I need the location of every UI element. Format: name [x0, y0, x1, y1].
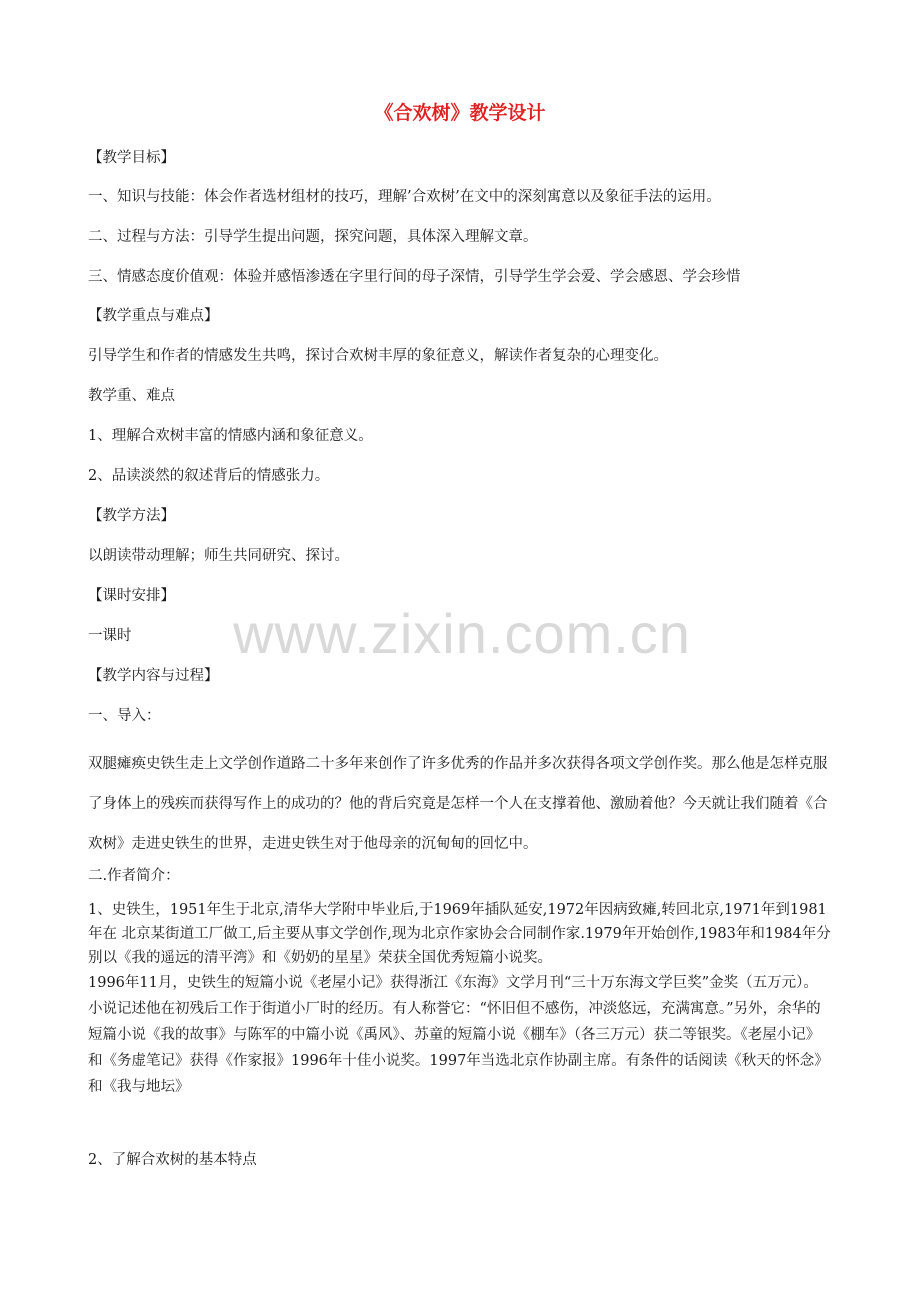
document-title: 《合欢树》教学设计 — [374, 102, 546, 124]
key-point-2: 2、品读淡然的叙述背后的情感张力。 — [88, 468, 330, 484]
section-heading-key-points: 【教学重点与难点】 — [88, 308, 219, 324]
method-text: 以朗读带动理解；师生共同研究、探讨。 — [88, 548, 349, 564]
section-heading-content: 【教学内容与过程】 — [88, 668, 219, 684]
intro-paragraph: 双腿瘫痪史铁生走上文学创作道路二十多年来创作了许多优秀的作品并多次获得各项文学创作奖。那么他是怎样克服了身体上的残疾而获得写作上的成功的？他的背后究竟是怎样一个人在支撑着他、激励着他？今天就让我们随着《合欢树》走进史铁生的世界，走进史铁生对于他母亲的沉甸甸的回忆中。 — [88, 756, 828, 852]
author-paragraph-1: 1、史铁生，1951年生于北京,清华大学附中毕业后,于1969年插队延安,1972年因病致瘫,转回北京,1971年到1981年在 北京某街道工厂做工,后主要从事文学创作,现为北京作家协会合同制作家.1979年开始创作,1983年和1984年分别以《我的遥远的清平湾》和《奶奶的星星》荣获全国优秀短篇小说奖。 — [88, 902, 831, 966]
intro-heading: 一、导入： — [88, 708, 161, 724]
key-points-subheading: 教学重、难点 — [88, 388, 175, 404]
key-point-1: 1、理解合欢树丰富的情感内涵和象征意义。 — [88, 428, 373, 444]
author-paragraph-2: 1996年11月，史铁生的短篇小说《老屋小记》获得浙江《东海》文学月刊“三十万东海文学巨奖”金奖（五万元）。小说记述他在初残后工作于街道小厂时的经历。有人称誉它：“怀旧但不感伤，冲淡悠远，充满寓意。”另外，余华的短篇小说《我的故事》与陈军的中篇小说《禹风》、苏童的短篇小说《棚车》（各三万元）获二等银奖。《老屋小记》和《务虚笔记》获得《作家报》1996年十佳小说奖。1997年当选北京作协副主席。有条件的话阅读《秋天的怀念》和《我与地坛》 — [88, 975, 829, 1095]
key-points-text: 引导学生和作者的情感发生共鸣，探讨合欢树丰厚的象征意义，解读作者复杂的心理变化。 — [88, 348, 668, 364]
goal-knowledge: 一、知识与技能：体会作者选材组材的技巧，理解’合欢树’在文中的深刻寓意以及象征手法的运用。 — [88, 189, 721, 205]
watermark: www.zixin.com.cn — [233, 602, 691, 665]
section-heading-method: 【教学方法】 — [88, 508, 175, 524]
author-paragraph-3: 2、了解合欢树的基本特点 — [88, 1152, 257, 1168]
goal-emotion: 三、情感态度价值观：体验并感悟渗透在字里行间的母子深情，引导学生学会爱、学会感恩、学会珍惜 — [88, 269, 741, 285]
author-heading: 二.作者简介： — [88, 868, 180, 884]
section-heading-goals: 【教学目标】 — [88, 150, 175, 166]
section-heading-schedule: 【课时安排】 — [88, 588, 175, 604]
goal-process: 二、过程与方法：引导学生提出问题，探究问题，具体深入理解文章。 — [88, 229, 538, 245]
schedule-text: 一课时 — [88, 628, 132, 644]
